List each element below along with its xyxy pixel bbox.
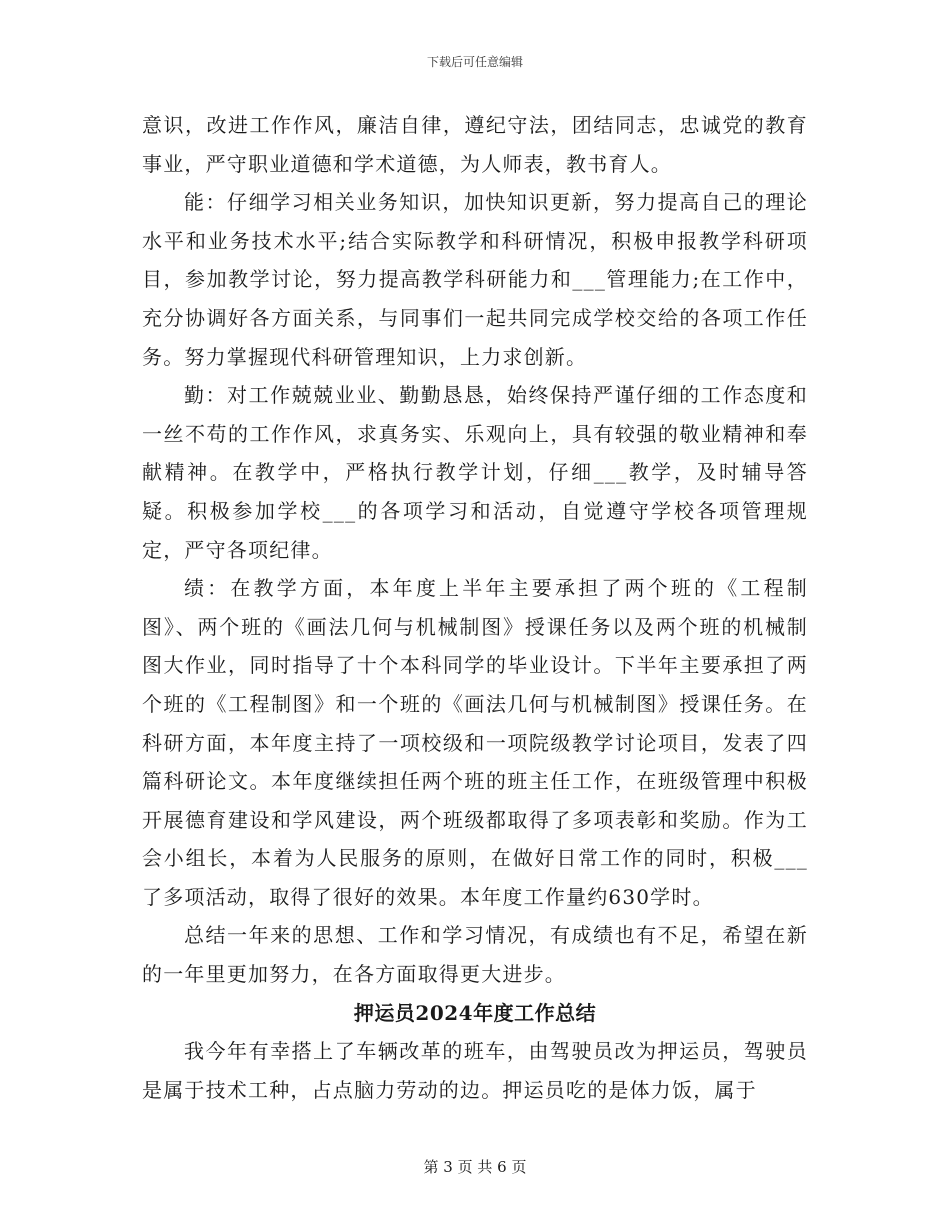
paragraph-ability: 能：仔细学习相关业务知识，加快知识更新，努力提高自己的理论水平和业务技术水平;结合实际教学和科研情况，积极申报教学科研项目，参加教学讨论，努力提高教学科研能力和___管理能力;在工作中，充分协调好各方面关系，与同事们一起共同完成学校交给的各项工作任务。努力掌握现代科研管理知识，上力求创新。 <box>142 190 808 369</box>
section-title: 押运员2024年度工作总结 <box>353 1000 597 1025</box>
paragraph-achievement: 绩：在教学方面，本年度上半年主要承担了两个班的《工程制图》、两个班的《画法几何与机械制图》授课任务以及两个班的机械制图大作业，同时指导了十个本科同学的毕业设计。下半年主要承担了两个班的《工程制图》和一个班的《画法几何与机械制图》授课任务。在科研方面，本年度主持了一项校级和一项院级教学讨论项目，发表了四篇科研论文。本年度继续担任两个班的班主任工作，在班级管理中积极开展德育建设和学风建设，两个班级都取得了多项表彰和奖励。作为工会小组长，本着为人民服务的原则，在做好日常工作的同时，积极___了多项活动，取得了很好的效果。本年度工作量约630学时。 <box>142 576 808 909</box>
page-number: 第 3 页 共 6 页 <box>423 1158 527 1176</box>
page-header: 下载后可任意编辑 <box>426 55 523 69</box>
paragraph-continuation: 意识，改进工作作风，廉洁自律，遵纪守法，团结同志，忠诚党的教育事业，严守职业道德和学术道德，为人师表，教书育人。 <box>142 113 808 176</box>
paragraph-conclusion: 总结一年来的思想、工作和学习情况，有成绩也有不足，希望在新的一年里更加努力，在各方面取得更大进步。 <box>142 923 808 987</box>
paragraph-section-intro: 我今年有幸搭上了车辆改革的班车，由驾驶员改为押运员，驾驶员是属于技术工种，占点脑力劳动的边。押运员吃的是体力饭，属于 <box>142 1039 808 1102</box>
paragraph-diligence: 勤：对工作兢兢业业、勤勤恳恳，始终保持严谨仔细的工作态度和一丝不苟的工作作风，求真务实、乐观向上，具有较强的敬业精神和奉献精神。在教学中，严格执行教学计划，仔细___教学，及时辅导答疑。积极参加学校___的各项学习和活动，自觉遵守学校各项管理规定，严守各项纪律。 <box>142 383 808 562</box>
document-body <box>142 106 808 1109</box>
